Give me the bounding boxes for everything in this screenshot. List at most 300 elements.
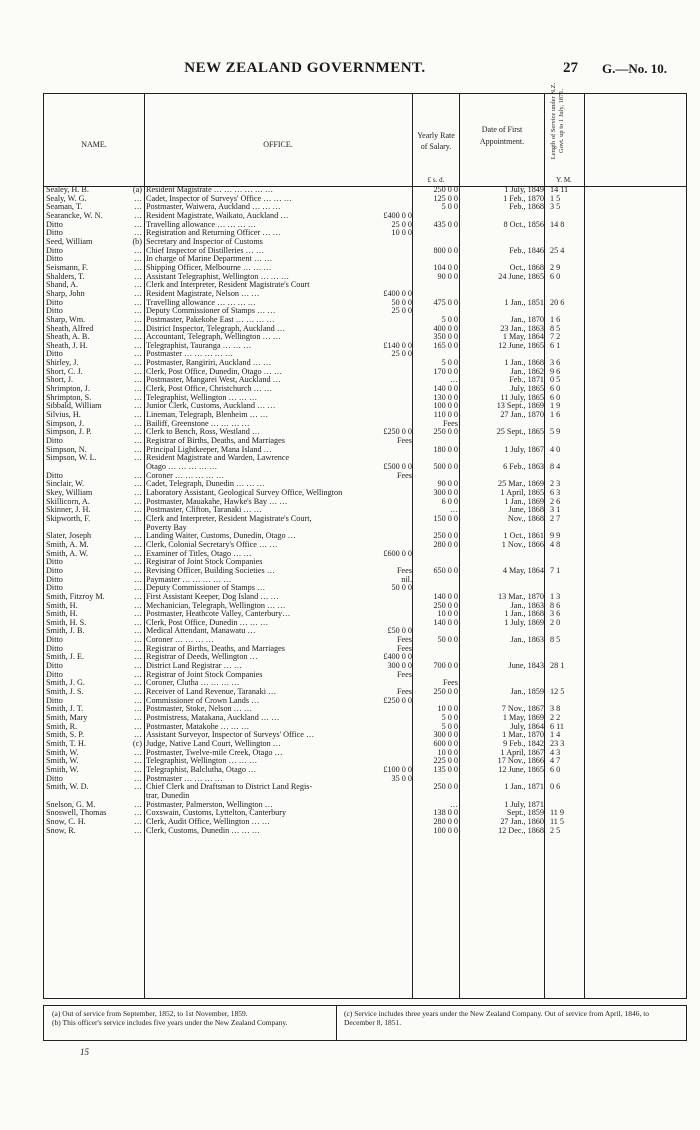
row-component-pay: £600 0 0 bbox=[383, 549, 412, 558]
row-office: Coroner, Clutha … … … … bbox=[146, 679, 240, 688]
row-office: Lineman, Telegraph, Blenheim … … bbox=[146, 411, 269, 420]
row-name: Snelson, G. M. bbox=[46, 800, 96, 809]
row-note: … bbox=[133, 800, 142, 809]
row-service: 6 1 bbox=[550, 341, 561, 350]
row-date: 27 Jan., 1870 bbox=[500, 411, 544, 420]
table-row bbox=[44, 662, 686, 671]
row-note: … bbox=[133, 696, 142, 705]
row-office: Landing Waiter, Customs, Dunedin, Otago … bbox=[146, 532, 296, 541]
row-salary: 400 0 0 bbox=[433, 324, 458, 333]
row-name: Smith, Mary bbox=[46, 714, 88, 723]
row-name: Sheath, Alfred bbox=[46, 324, 94, 333]
row-salary: 150 0 0 bbox=[433, 514, 458, 523]
row-note: … bbox=[133, 549, 142, 558]
row-name: Ditto bbox=[46, 229, 63, 238]
table-row bbox=[44, 766, 686, 775]
table-row bbox=[44, 281, 686, 290]
row-service: 2 5 bbox=[550, 826, 561, 835]
row-salary: 135 0 0 bbox=[433, 765, 458, 774]
table-row bbox=[44, 602, 686, 611]
row-service: 8 5 bbox=[550, 636, 561, 645]
row-note: … bbox=[133, 653, 142, 662]
row-note: … bbox=[133, 817, 142, 826]
row-salary: 6 0 0 bbox=[441, 497, 458, 506]
table-row bbox=[44, 290, 686, 299]
row-name: Seismann, F. bbox=[46, 263, 88, 272]
row-office: Coroner … … … … … bbox=[146, 471, 225, 480]
row-note: … bbox=[133, 610, 142, 619]
table-row bbox=[44, 558, 686, 567]
row-date: 1 April, 1867 bbox=[500, 748, 544, 757]
row-component-pay: 25 0 0 bbox=[391, 220, 412, 229]
row-office: Clerk, Post Office, Dunedin, Otago … … bbox=[146, 367, 283, 376]
row-note: … bbox=[133, 263, 142, 272]
row-office: Postmaster, Pakekohe East … … … … bbox=[146, 315, 275, 324]
row-note: … bbox=[133, 359, 142, 368]
row-note: … bbox=[133, 385, 142, 394]
row-salary: … bbox=[449, 506, 458, 515]
row-note: … bbox=[133, 714, 142, 723]
footnote-a: (a) Out of service from September, 1852, to 1st November, 1859. bbox=[52, 1009, 248, 1018]
table-row bbox=[44, 316, 686, 325]
row-office: Shipping Officer, Melbourne … … … bbox=[146, 263, 272, 272]
row-name: Skipworth, F. bbox=[46, 514, 91, 523]
row-salary: 50 0 0 bbox=[437, 636, 458, 645]
row-component-pay: Fees bbox=[396, 437, 412, 446]
row-component-pay: 25 0 0 bbox=[391, 307, 412, 316]
table-row bbox=[44, 749, 686, 758]
table-row bbox=[44, 515, 686, 524]
row-date: 11 July, 1865 bbox=[500, 393, 544, 402]
row-date: June, 1843 bbox=[508, 662, 544, 671]
table-row bbox=[44, 437, 686, 446]
row-date: Oct., 1868 bbox=[509, 263, 544, 272]
row-component-pay: Fees bbox=[396, 644, 412, 653]
row-office: Telegraphist, Wellington … … … bbox=[146, 757, 258, 766]
row-name: Smith, R. bbox=[46, 722, 78, 731]
row-salary: 140 0 0 bbox=[433, 385, 458, 394]
row-name: Ditto bbox=[46, 774, 63, 783]
row-date: Jan., 1863 bbox=[510, 601, 544, 610]
table-row bbox=[44, 333, 686, 342]
row-salary: 5 0 0 bbox=[441, 203, 458, 212]
row-note: … bbox=[133, 437, 142, 446]
row-name: Smith, J. E. bbox=[46, 653, 84, 662]
row-date: 1 July, 1871 bbox=[504, 800, 544, 809]
row-salary: 110 0 0 bbox=[433, 411, 458, 420]
row-date: 13 Sept., 1869 bbox=[496, 402, 544, 411]
row-note: … bbox=[133, 618, 142, 627]
table-row bbox=[44, 636, 686, 645]
row-salary: 104 0 0 bbox=[433, 263, 458, 272]
row-salary: 800 0 0 bbox=[433, 246, 458, 255]
row-service: 6 0 bbox=[550, 765, 561, 774]
row-office: Telegraphist, Tauranga … … … bbox=[146, 341, 252, 350]
header-service: Length of Service under N.Z. Govt. up to 1 July, 1871. bbox=[550, 82, 565, 160]
row-date: 1 July, 1867 bbox=[504, 445, 544, 454]
table-row bbox=[44, 705, 686, 714]
table-row bbox=[44, 264, 686, 273]
row-office: Registrar of Deeds, Wellington … bbox=[146, 653, 258, 662]
row-name: Short, C. J. bbox=[46, 367, 83, 376]
row-component-pay: 10 0 0 bbox=[391, 229, 412, 238]
table-row bbox=[44, 385, 686, 394]
row-salary: 650 0 0 bbox=[433, 566, 458, 575]
row-date: 17 Nov., 1866 bbox=[497, 757, 544, 766]
row-service: 1 6 bbox=[550, 315, 561, 324]
row-name: Smith, W. bbox=[46, 757, 79, 766]
row-date: 1 Feb., 1870 bbox=[503, 194, 544, 203]
row-note: … bbox=[133, 705, 142, 714]
row-name: Smith, W. bbox=[46, 748, 79, 757]
table-row bbox=[44, 420, 686, 429]
table-row bbox=[44, 195, 686, 204]
row-name: Smith, H. bbox=[46, 601, 78, 610]
table-row bbox=[44, 576, 686, 585]
row-name: Smith, H. S. bbox=[46, 618, 87, 627]
row-office: Cadet, Inspector of Surveys' Office … … … bbox=[146, 194, 292, 203]
row-note: … bbox=[133, 315, 142, 324]
row-component-pay: Fees bbox=[396, 670, 412, 679]
row-date: 1 Jan., 1868 bbox=[504, 359, 544, 368]
row-salary: 475 0 0 bbox=[433, 298, 458, 307]
table-row bbox=[44, 212, 686, 221]
row-name: Simpson, J. P. bbox=[46, 428, 92, 437]
header-office: OFFICE. bbox=[263, 140, 293, 149]
footnote-c: (c) Service includes three years under the New Zealand Company. Out of service from April, 1846, to December 8, 1851. bbox=[344, 1009, 650, 1027]
row-service: 6 3 bbox=[550, 488, 561, 497]
row-name: Skillicorn, A. bbox=[46, 497, 90, 506]
row-note: … bbox=[133, 402, 142, 411]
row-service: 3 6 bbox=[550, 359, 561, 368]
table-row bbox=[44, 827, 686, 836]
row-component-pay: £400 0 0 bbox=[383, 211, 412, 220]
row-service: 5 9 bbox=[550, 428, 561, 437]
row-component-pay: £250 0 0 bbox=[383, 696, 412, 705]
table-row bbox=[44, 229, 686, 238]
row-office: Resident Magistrate and Warden, Lawrence bbox=[146, 454, 290, 463]
table-header bbox=[44, 82, 686, 187]
row-service: 1 3 bbox=[550, 592, 561, 601]
row-name: Ditto bbox=[46, 575, 63, 584]
row-date: July, 1864 bbox=[510, 722, 544, 731]
row-office: First Assistant Keeper, Dog Island … … bbox=[146, 592, 279, 601]
row-office: Otago … … … … … bbox=[146, 463, 218, 471]
table-row bbox=[44, 584, 686, 593]
table-row bbox=[44, 541, 686, 550]
table-row bbox=[44, 186, 686, 195]
row-date: 6 Feb., 1863 bbox=[503, 463, 544, 471]
table-row bbox=[44, 550, 686, 559]
row-office: Registrar of Joint Stock Companies bbox=[146, 558, 263, 567]
row-salary: 5 0 0 bbox=[441, 359, 458, 368]
row-note: … bbox=[133, 419, 142, 428]
row-name: Smith, J. S. bbox=[46, 688, 84, 697]
table-row bbox=[44, 247, 686, 256]
row-note: … bbox=[133, 454, 142, 463]
row-office: Revising Officer, Building Societies … bbox=[146, 566, 275, 575]
row-note: … bbox=[133, 307, 142, 316]
row-office: Principal Lightkeeper, Mana Island … bbox=[146, 445, 272, 454]
header-date: Date of First Appointment. bbox=[479, 125, 525, 146]
table-row bbox=[44, 489, 686, 498]
page-number: 27 bbox=[563, 60, 578, 76]
row-component-pay: £100 0 0 bbox=[383, 765, 412, 774]
row-office: Telegraphist, Balclutha, Otago … bbox=[146, 765, 257, 774]
row-salary: 100 0 0 bbox=[433, 402, 458, 411]
table-row bbox=[44, 255, 686, 264]
table-row bbox=[44, 809, 686, 818]
table-row bbox=[44, 402, 686, 411]
footnote-b: (b) This officer's service includes five years under the New Zealand Company. bbox=[52, 1018, 288, 1027]
row-name: Smith, J. T. bbox=[46, 705, 84, 714]
row-salary: 350 0 0 bbox=[433, 333, 458, 342]
row-name: Ditto bbox=[46, 566, 63, 575]
table-row bbox=[44, 203, 686, 212]
row-office: Resident Magistrate, Nelson … … bbox=[146, 289, 260, 298]
row-name: Ditto bbox=[46, 558, 63, 567]
row-note: … bbox=[133, 488, 142, 497]
row-salary: 5 0 0 bbox=[441, 315, 458, 324]
table-row bbox=[44, 463, 686, 472]
table-row bbox=[44, 671, 686, 680]
row-name: Ditto bbox=[46, 255, 63, 264]
row-service: 11 5 bbox=[550, 817, 565, 826]
table-row bbox=[44, 679, 686, 688]
row-date: 25 Mar., 1869 bbox=[498, 480, 544, 489]
row-note: … bbox=[133, 428, 142, 437]
service-units: Y. M. bbox=[556, 176, 572, 184]
row-office: District Land Registrar … … bbox=[146, 662, 242, 671]
row-note: … bbox=[133, 783, 142, 792]
row-salary: 250 0 0 bbox=[433, 688, 458, 697]
row-name: Sharp, Wm. bbox=[46, 315, 86, 324]
row-service: 3 1 bbox=[550, 506, 561, 515]
row-note: … bbox=[133, 393, 142, 402]
row-salary: 5 0 0 bbox=[441, 722, 458, 731]
row-component-pay: Fees bbox=[396, 636, 412, 645]
row-name: Seaman, T. bbox=[46, 203, 83, 212]
table-row bbox=[44, 376, 686, 385]
row-date: 4 May, 1864 bbox=[502, 566, 544, 575]
row-component-pay: £250 0 0 bbox=[383, 428, 412, 437]
row-office: Bailiff, Greenstone … … … … bbox=[146, 419, 250, 428]
row-office: In charge of Marine Department … … bbox=[146, 255, 273, 264]
row-office: Postmaster, Waiwera, Auckland … … … bbox=[146, 203, 281, 212]
row-note: … bbox=[133, 229, 142, 238]
row-note: … bbox=[133, 575, 142, 584]
row-date: Jan., 1870 bbox=[510, 315, 544, 324]
row-name: Smith, J. G. bbox=[46, 679, 85, 688]
row-salary: 250 0 0 bbox=[433, 601, 458, 610]
row-service: 4 3 bbox=[550, 748, 561, 757]
table-row bbox=[44, 221, 686, 230]
row-note: … bbox=[133, 281, 142, 290]
table-row bbox=[44, 775, 686, 784]
table-row bbox=[44, 619, 686, 628]
row-office: Postmaster, Mangarei West, Auckland … bbox=[146, 376, 281, 385]
row-service: 7 2 bbox=[550, 333, 561, 342]
row-note: … bbox=[133, 644, 142, 653]
row-salary: 435 0 0 bbox=[433, 220, 458, 229]
row-date: June, 1868 bbox=[508, 506, 544, 515]
row-date: Feb., 1846 bbox=[509, 246, 544, 255]
row-name: Shrimpton, J. bbox=[46, 385, 90, 394]
row-office: trar, Dunedin bbox=[146, 791, 190, 800]
row-salary: 250 0 0 bbox=[433, 783, 458, 792]
row-note: (c) bbox=[132, 740, 142, 748]
row-note: … bbox=[133, 662, 142, 671]
row-date: 13 Mar., 1870 bbox=[498, 592, 544, 601]
row-name: Simpson, N. bbox=[46, 445, 87, 454]
row-component-pay: 50 0 0 bbox=[391, 298, 412, 307]
row-salary: 90 0 0 bbox=[437, 480, 458, 489]
row-name: Snow, R. bbox=[46, 826, 76, 835]
row-note: … bbox=[133, 497, 142, 506]
row-salary: 180 0 0 bbox=[433, 445, 458, 454]
row-service: 8 4 bbox=[550, 463, 561, 471]
row-salary: 125 0 0 bbox=[433, 194, 458, 203]
row-salary: 5 0 0 bbox=[441, 714, 458, 723]
table-row bbox=[44, 532, 686, 541]
row-date: 25 Sept., 1865 bbox=[496, 428, 544, 437]
row-service: 1 6 bbox=[550, 411, 561, 420]
row-name: Ditto bbox=[46, 670, 63, 679]
row-service: 0 5 bbox=[550, 376, 561, 385]
row-service: 3 6 bbox=[550, 610, 561, 619]
row-date: 1 Jan., 1851 bbox=[504, 298, 544, 307]
row-name: Short, J. bbox=[46, 376, 74, 385]
row-office: Postmaster, Palmerston, Wellington … bbox=[146, 800, 273, 809]
row-office: Postmaster, Heathcote Valley, Canterbury… bbox=[146, 610, 291, 619]
row-name: Searancke, W. N. bbox=[46, 211, 103, 220]
table-row bbox=[44, 645, 686, 654]
row-service: 3 8 bbox=[550, 705, 561, 714]
row-date: 27 Jan., 1860 bbox=[500, 817, 544, 826]
row-office: District Inspector, Telegraph, Auckland … bbox=[146, 324, 286, 333]
row-name: Ditto bbox=[46, 307, 63, 316]
row-office: Medical Attendant, Manawatu … bbox=[146, 627, 256, 636]
row-name: Ditto bbox=[46, 644, 63, 653]
row-name: Ditto bbox=[46, 246, 63, 255]
row-office: Postmaster, Stoke, Nelson … … bbox=[146, 705, 253, 714]
row-office: Postmaster … … … … … bbox=[146, 350, 234, 359]
row-note: … bbox=[133, 194, 142, 203]
row-note: … bbox=[133, 688, 142, 697]
table-row bbox=[44, 731, 686, 740]
row-salary: 300 0 0 bbox=[433, 488, 458, 497]
row-note: … bbox=[133, 246, 142, 255]
row-component-pay: £400 0 0 bbox=[383, 289, 412, 298]
row-service: 6 0 bbox=[550, 393, 561, 402]
row-date: 1 July, 1849 bbox=[504, 186, 544, 194]
row-name: Sinclair, W. bbox=[46, 480, 85, 489]
row-office: Mechanician, Telegraph, Wellington … … bbox=[146, 601, 286, 610]
table-row bbox=[44, 411, 686, 420]
row-date: 8 Oct., 1856 bbox=[503, 220, 544, 229]
row-service: 25 4 bbox=[550, 246, 565, 255]
row-office: Travelling allowance … … … … bbox=[146, 298, 256, 307]
row-date: 12 Dec., 1868 bbox=[498, 826, 544, 835]
row-salary: 250 0 0 bbox=[433, 186, 458, 194]
table-row bbox=[44, 610, 686, 619]
row-office: Registration and Returning Officer … … bbox=[146, 229, 281, 238]
row-name: Sheath, A. B. bbox=[46, 333, 90, 342]
table-row bbox=[44, 783, 686, 792]
row-office: Cadet, Telegraph, Dunedin … … … bbox=[146, 480, 265, 489]
row-component-pay: 35 0 0 bbox=[391, 774, 412, 783]
row-name: Smith, J. B. bbox=[46, 627, 85, 636]
row-note: … bbox=[133, 367, 142, 376]
row-note: (a) bbox=[132, 186, 142, 194]
row-note: … bbox=[133, 445, 142, 454]
row-component-pay: nil. bbox=[401, 575, 412, 584]
row-service: 2 3 bbox=[550, 480, 561, 489]
row-component-pay: £500 0 0 bbox=[383, 463, 412, 471]
row-name: Silvius, H. bbox=[46, 411, 81, 420]
row-salary: 130 0 0 bbox=[433, 393, 458, 402]
row-office: Judge, Native Land Court, Wellington … bbox=[146, 740, 281, 748]
salary-table bbox=[43, 82, 687, 999]
row-note: … bbox=[133, 765, 142, 774]
row-component-pay: 25 0 0 bbox=[391, 350, 412, 359]
row-note: … bbox=[133, 211, 142, 220]
table-row bbox=[44, 627, 686, 636]
document-reference: G.—No. 10. bbox=[602, 61, 667, 76]
row-note: … bbox=[133, 341, 142, 350]
row-salary: 100 0 0 bbox=[433, 826, 458, 835]
row-date: 1 May, 1864 bbox=[502, 333, 544, 342]
row-service: 4 0 bbox=[550, 445, 561, 454]
row-service: 12 5 bbox=[550, 688, 565, 697]
row-note: … bbox=[133, 670, 142, 679]
row-office: Receiver of Land Revenue, Taranaki … bbox=[146, 688, 277, 697]
row-office: Chief Clerk and Draftsman to District Land Regis- bbox=[146, 783, 313, 792]
row-note: … bbox=[133, 272, 142, 281]
row-note: … bbox=[133, 203, 142, 212]
row-office: Clerk and Interpreter, Resident Magistrate's Court, bbox=[146, 514, 312, 523]
row-service: 8 6 bbox=[550, 601, 561, 610]
row-note: … bbox=[133, 540, 142, 549]
row-salary: … bbox=[449, 376, 458, 385]
row-office: Clerk and Interpreter, Resident Magistrate's Court bbox=[146, 281, 310, 290]
row-service: 2 7 bbox=[550, 514, 561, 523]
row-note: … bbox=[133, 636, 142, 645]
row-name: Snow, C. H. bbox=[46, 817, 86, 826]
row-service: 4 8 bbox=[550, 540, 561, 549]
row-service: 6 11 bbox=[550, 722, 565, 731]
row-date: 1 Oct., 1861 bbox=[503, 532, 544, 541]
row-service: 2 9 bbox=[550, 263, 561, 272]
header-salary: Yearly Rate of Salary. bbox=[417, 131, 455, 151]
row-office: Deputy Commissioner of Stamps … bbox=[146, 584, 266, 593]
row-name: Slater, Joseph bbox=[46, 532, 92, 541]
row-component-pay: £140 0 0 bbox=[383, 341, 412, 350]
row-name: Sheath, J. H. bbox=[46, 341, 88, 350]
table-row bbox=[44, 593, 686, 602]
row-name: Smith, T. H. bbox=[46, 740, 86, 748]
row-date: 1 Jan., 1868 bbox=[504, 610, 544, 619]
table-row bbox=[44, 757, 686, 766]
row-date: Feb., 1871 bbox=[509, 376, 544, 385]
table-row bbox=[44, 498, 686, 507]
table-row bbox=[44, 506, 686, 515]
row-date: 1 Jan., 1871 bbox=[504, 783, 544, 792]
row-name: Sealey, H. B. bbox=[46, 186, 89, 194]
row-date: 24 June, 1865 bbox=[498, 272, 544, 281]
row-note: … bbox=[133, 333, 142, 342]
row-name: Smith, Fitzroy M. bbox=[46, 592, 105, 601]
